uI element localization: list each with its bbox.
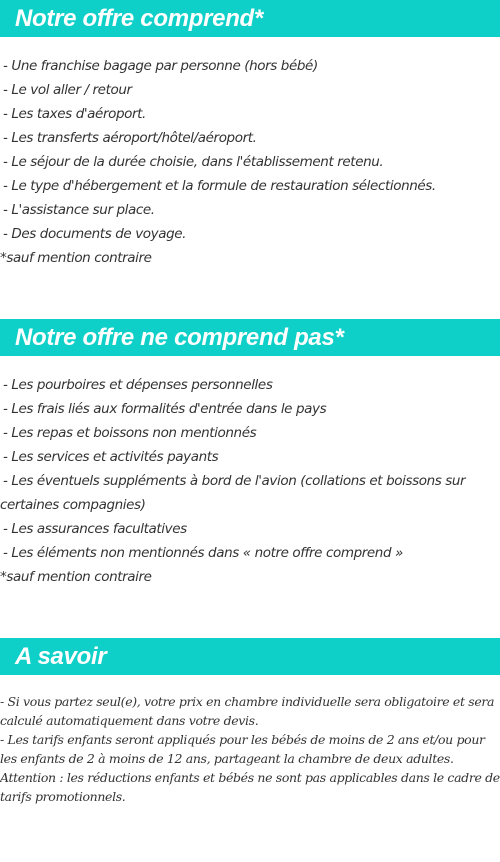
section-title-excludes: Notre offre ne comprend pas* (0, 319, 500, 356)
list-item: - Le séjour de la durée choisie, dans l'établissement retenu. (3, 154, 384, 170)
info-paragraph: - Si vous partez seul(e), votre prix en chambre individuelle sera obligatoire et sera calculé automatiquement dans votre devis. (0, 694, 495, 728)
list-item: - Les pourboires et dépenses personnelles (3, 377, 273, 393)
footnote: *sauf mention contraire (0, 569, 152, 585)
list-item: - Des documents de voyage. (3, 226, 187, 242)
list-item: - Les frais liés aux formalités d'entrée dans le pays (3, 401, 327, 417)
includes-list (0, 54, 500, 270)
list-item: - L'assistance sur place. (3, 202, 155, 218)
list-item: - Les transferts aéroport/hôtel/aéroport. (3, 130, 257, 146)
list-item: - Les éléments non mentionnés dans « notre offre comprend » (3, 545, 403, 561)
list-item: - Les taxes d'aéroport. (3, 106, 146, 122)
section-title-info: A savoir (0, 638, 500, 675)
section-title-includes: Notre offre comprend* (0, 0, 500, 37)
list-item: - Une franchise bagage par personne (hors bébé) (3, 58, 318, 74)
info-paragraph: - Les tarifs enfants seront appliqués pour les bébés de moins de 2 ans et/ou pour les enfants de 2 à moins de 12 ans, partageant la chambre de deux adultes. Attention : les réductions enfants et bébés ne sont pas applicables dans le cadre de tarifs promotionnels. (0, 732, 500, 804)
list-item: - Les éventuels suppléments à bord de l'avion (collations et boissons sur (3, 473, 466, 489)
excludes-list (0, 373, 500, 589)
list-item: - Les repas et boissons non mentionnés (3, 425, 257, 441)
list-item: - Les services et activités payants (3, 449, 219, 465)
list-item: - Le vol aller / retour (3, 82, 132, 98)
info-text (0, 692, 500, 806)
list-item: - Les assurances facultatives (3, 521, 187, 537)
list-item-continuation: certaines compagnies) (0, 497, 146, 513)
footnote: *sauf mention contraire (0, 250, 152, 266)
list-item: - Le type d'hébergement et la formule de restauration sélectionnés. (3, 178, 436, 194)
